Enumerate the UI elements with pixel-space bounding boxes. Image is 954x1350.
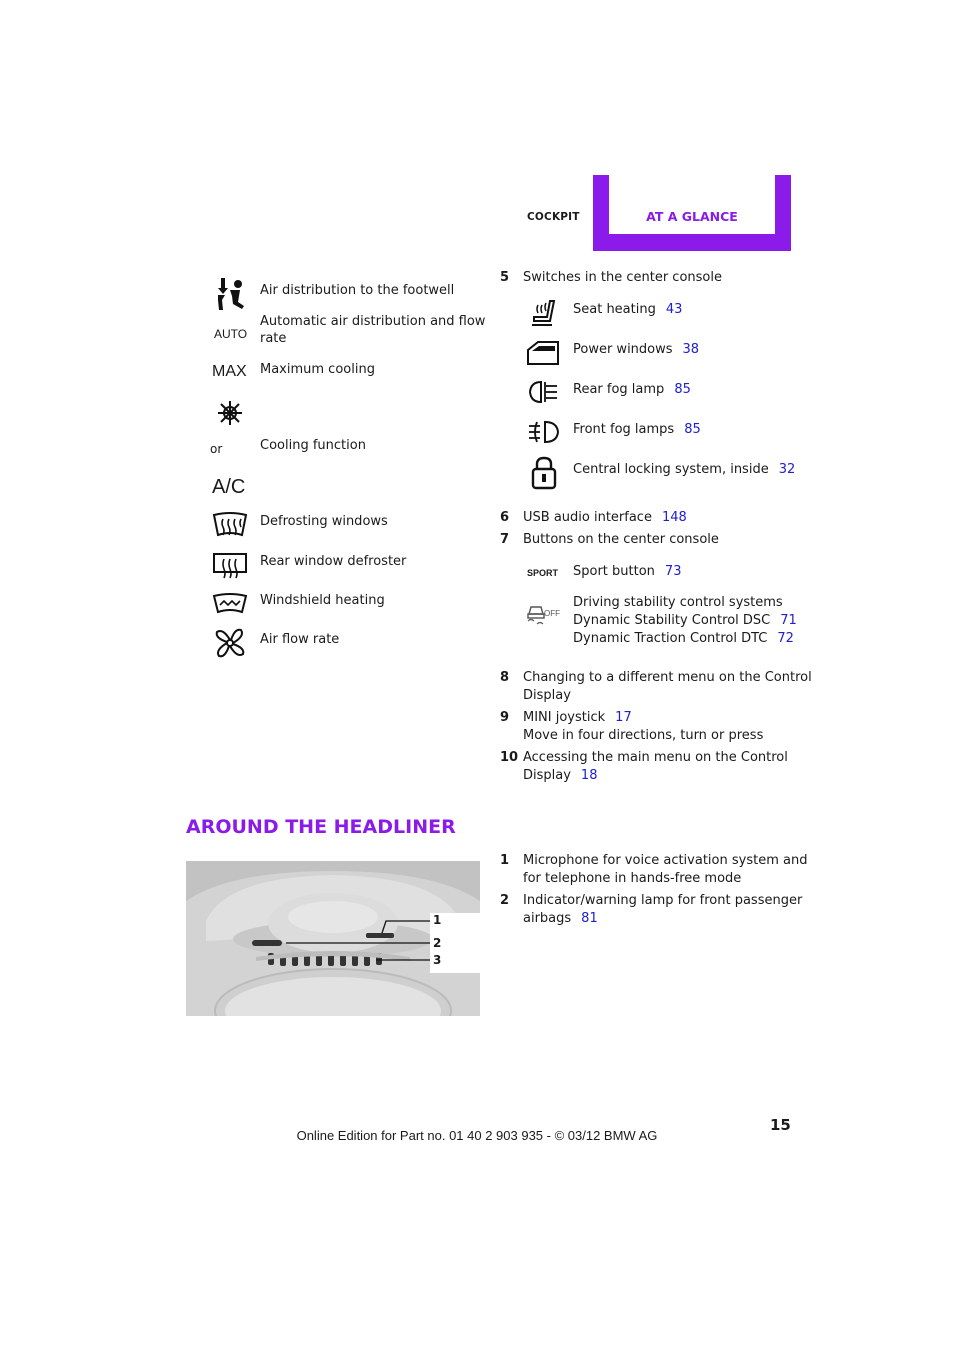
item5-number: 5	[500, 270, 510, 285]
sport-row	[573, 563, 681, 581]
item9-page-link[interactable]: 17	[615, 710, 632, 725]
ac-icon-text: A/C	[212, 476, 246, 498]
section-title: AROUND THE HEADLINER	[186, 816, 456, 838]
front-fog-page-link[interactable]: 85	[684, 422, 701, 437]
item6-number: 6	[500, 510, 510, 525]
item8-line1: Changing to a different menu on the Control	[523, 670, 812, 685]
windshield-heating-icon	[212, 592, 248, 616]
headliner-item2-number: 2	[500, 893, 510, 908]
page-number: 15	[770, 1116, 791, 1134]
dsc-page-link[interactable]: 71	[780, 613, 797, 628]
seat-heating-label: Seat heating	[573, 302, 656, 317]
item10-line1: Accessing the main menu on the Control	[523, 750, 788, 765]
windshield-defrost-icon	[212, 511, 248, 539]
dsc-line3: Dynamic Traction Control DTC	[573, 631, 768, 646]
headliner-item2-line2: airbags	[523, 911, 572, 926]
dtc-page-link[interactable]: 72	[777, 631, 794, 646]
headliner-item2-line2-row	[523, 910, 598, 928]
headliner-item1-number: 1	[500, 853, 510, 868]
footwell-air-icon	[212, 276, 248, 312]
headliner-item1-line1: Microphone for voice activation system and	[523, 853, 808, 868]
sport-page-link[interactable]: 73	[664, 564, 682, 579]
front-fog-label: Front fog lamps	[573, 422, 675, 437]
windshield-heating-label: Windshield heating	[260, 593, 385, 608]
item10-page-link[interactable]: 18	[580, 768, 598, 783]
sport-label: Sport button	[573, 564, 655, 579]
cooling-label: Cooling function	[260, 438, 366, 453]
power-windows-page-link[interactable]: 38	[682, 342, 700, 357]
power-windows-row	[573, 341, 699, 359]
fan-label: Air flow rate	[260, 632, 340, 647]
power-window-icon	[526, 338, 560, 366]
footwell-label: Air distribution to the footwell	[260, 283, 455, 298]
sport-icon-text: SPORT	[527, 568, 559, 578]
rear-fog-icon	[527, 379, 561, 405]
item10-line2-row	[523, 767, 597, 785]
defrost-label: Defrosting windows	[260, 514, 388, 529]
dsc-off-icon	[526, 603, 546, 625]
headliner-item1-line2: for telephone in hands-free mode	[523, 871, 742, 886]
lock-icon	[530, 455, 558, 491]
front-fog-icon	[527, 419, 561, 445]
item9-line1: MINI joystick	[523, 710, 606, 725]
rear-fog-row	[573, 381, 691, 399]
rear-defrost-label: Rear window defroster	[260, 554, 407, 569]
item10-number: 10	[500, 750, 519, 765]
section-label: COCKPIT	[527, 211, 580, 223]
auto-icon-text: AUTO	[214, 327, 248, 341]
dtc-line3-row	[573, 630, 794, 648]
headliner-item2-page-link[interactable]: 81	[581, 911, 598, 926]
item6-page-link[interactable]: 148	[661, 510, 687, 525]
item9-number: 9	[500, 710, 510, 725]
chapter-tab	[593, 175, 791, 251]
callout-1: 1	[433, 913, 442, 927]
item8-number: 8	[500, 670, 510, 685]
max-icon-text: MAX	[212, 363, 247, 380]
rear-defrost-icon	[212, 551, 248, 579]
item6-row	[523, 509, 687, 527]
chapter-tab-label: AT A GLANCE	[646, 209, 738, 224]
rear-fog-label: Rear fog lamp	[573, 382, 665, 397]
snowflake-icon	[217, 400, 243, 426]
footer-text: Online Edition for Part no. 01 40 2 903 935 - © 03/12 BMW AG	[296, 1128, 658, 1143]
dsc-line2: Dynamic Stability Control DSC	[573, 613, 771, 628]
front-fog-row	[573, 421, 701, 439]
central-locking-label: Central locking system, inside	[573, 462, 769, 477]
dsc-off-icon-text: OFF	[544, 609, 560, 618]
callout-3: 3	[433, 953, 442, 967]
item9-line1-row	[523, 709, 632, 727]
item7-label: Buttons on the center console	[523, 532, 719, 547]
max-label: Maximum cooling	[260, 362, 375, 377]
item10-line2: Display	[523, 768, 571, 783]
item7-number: 7	[500, 532, 510, 547]
dsc-line2-row	[573, 612, 797, 630]
fan-icon	[213, 626, 247, 660]
central-locking-row	[573, 461, 795, 479]
seat-heating-icon	[530, 299, 558, 327]
seat-heating-row	[573, 301, 682, 319]
auto-label-line1: Automatic air distribution and flow	[260, 314, 486, 329]
item5-label: Switches in the center console	[523, 270, 722, 285]
item6-label: USB audio interface	[523, 510, 652, 525]
callout-2: 2	[433, 936, 442, 950]
power-windows-label: Power windows	[573, 342, 673, 357]
dsc-line1: Driving stability control systems	[573, 595, 783, 610]
central-locking-page-link[interactable]: 32	[778, 462, 796, 477]
or-text: or	[210, 442, 223, 456]
seat-heating-page-link[interactable]: 43	[665, 302, 683, 317]
rear-fog-page-link[interactable]: 85	[674, 382, 691, 397]
auto-label-line2: rate	[260, 331, 287, 346]
headliner-item2-line1: Indicator/warning lamp for front passenger	[523, 893, 803, 908]
item8-line2: Display	[523, 688, 571, 703]
item9-line2: Move in four directions, turn or press	[523, 728, 764, 743]
